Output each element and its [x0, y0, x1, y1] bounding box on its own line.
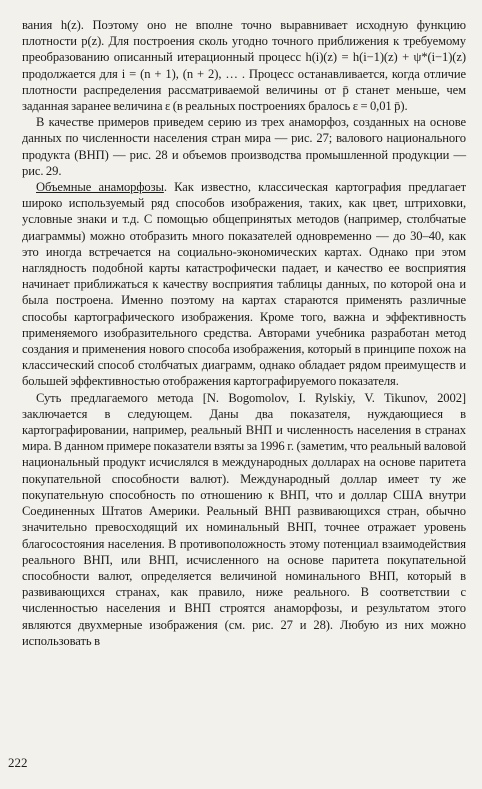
paragraph-3: [22, 179, 466, 390]
section-heading: Объемные анаморфозы: [36, 180, 164, 195]
paragraph-3-text: . Как известно, классическая картография предлагает широко используемый ряд способов изображения, таких, как цвет, штриховки, условные знаки и т.д. С помощью общепринятых методов (например, столбчатые диаграммы) можно отобразить много показателей одновременно — до 30–40, как это иногда встречается на социально-экономических картах. Однако при этом наглядность подобной карты катастрофически падает, и качество ее восприятия начинает приближаться к качеству восприятия таблицы данных, по которой она и была построена. Именно поэтому на картах стараются применять различные способы картографического изображения. Кроме того, важна и эффективность применяемого изобразительного средства. Авторами учебника разработан метод создания и применения нового способа изображения, который в принципе похож на классический способ столбчатых диаграмм, однако обладает рядом преимуществ и большей эффективностью отображения картографируемого показателя.: [22, 180, 466, 389]
body-text: [22, 17, 466, 649]
paragraph-1: вания h(z). Поэтому оно не вполне точно выравнивает исходную функцию плотности p(z). Для построения сколь угодно точного приближения к требуемому преобразованию описанный итерационный процесс h(i)(z) = h(i−1)(z) + ψ*(i−1)(z) продолжается для i = (n + 1), (n + 2), … . Процесс останавливается, когда отличие плотности распределения рассматриваемой величины от p̄ станет меньше, чем заданная заранее величина ε (в реальных построениях бралось ε = 0,01 p̄).: [22, 18, 466, 114]
paragraph-4: Суть предлагаемого метода [N. Bogomolov, I. Rylskiy, V. Tikunov, 2002] заключается в следующем. Даны два показателя, нуждающиеся в картографировании, например, реальный ВНП и численность населения в странах мира. В данном примере показатели взяты за 1996 г. (заметим, что реальный валовой национальный продукт исчислялся в международных долларах на основе паритета покупательной способности валют). Международный доллар имеет ту же покупательную способность по отношению к ВНП, что и доллар США внутри Соединенных Штатов Америки. Реальный ВНП развивающихся стран, обычно значительно превосходящий их номинальный ВНП, точнее отражает уровень благосостояния населения. В противоположность этому потенциал взаимодействия реального ВНП, или ВНП, исчисленного на основе паритета покупательной способности валют, определяется величиной номинального ВНП, который в развивающихся странах, как правило, ниже реального. В соответствии с численностью населения и ВНП строятся анаморфозы, и результатом этого являются двухмерные изображения (см. рис. 27 и 28). Любую из них можно использовать в: [22, 390, 466, 648]
page-number: 222: [8, 755, 28, 770]
paragraph-2: В качестве примеров приведем серию из трех анаморфоз, созданных на основе данных по численности населения стран мира — рис. 27; валового национального продукта (ВНП) — рис. 28 и объемов производства промышленной продукции — рис. 29.: [22, 115, 466, 178]
